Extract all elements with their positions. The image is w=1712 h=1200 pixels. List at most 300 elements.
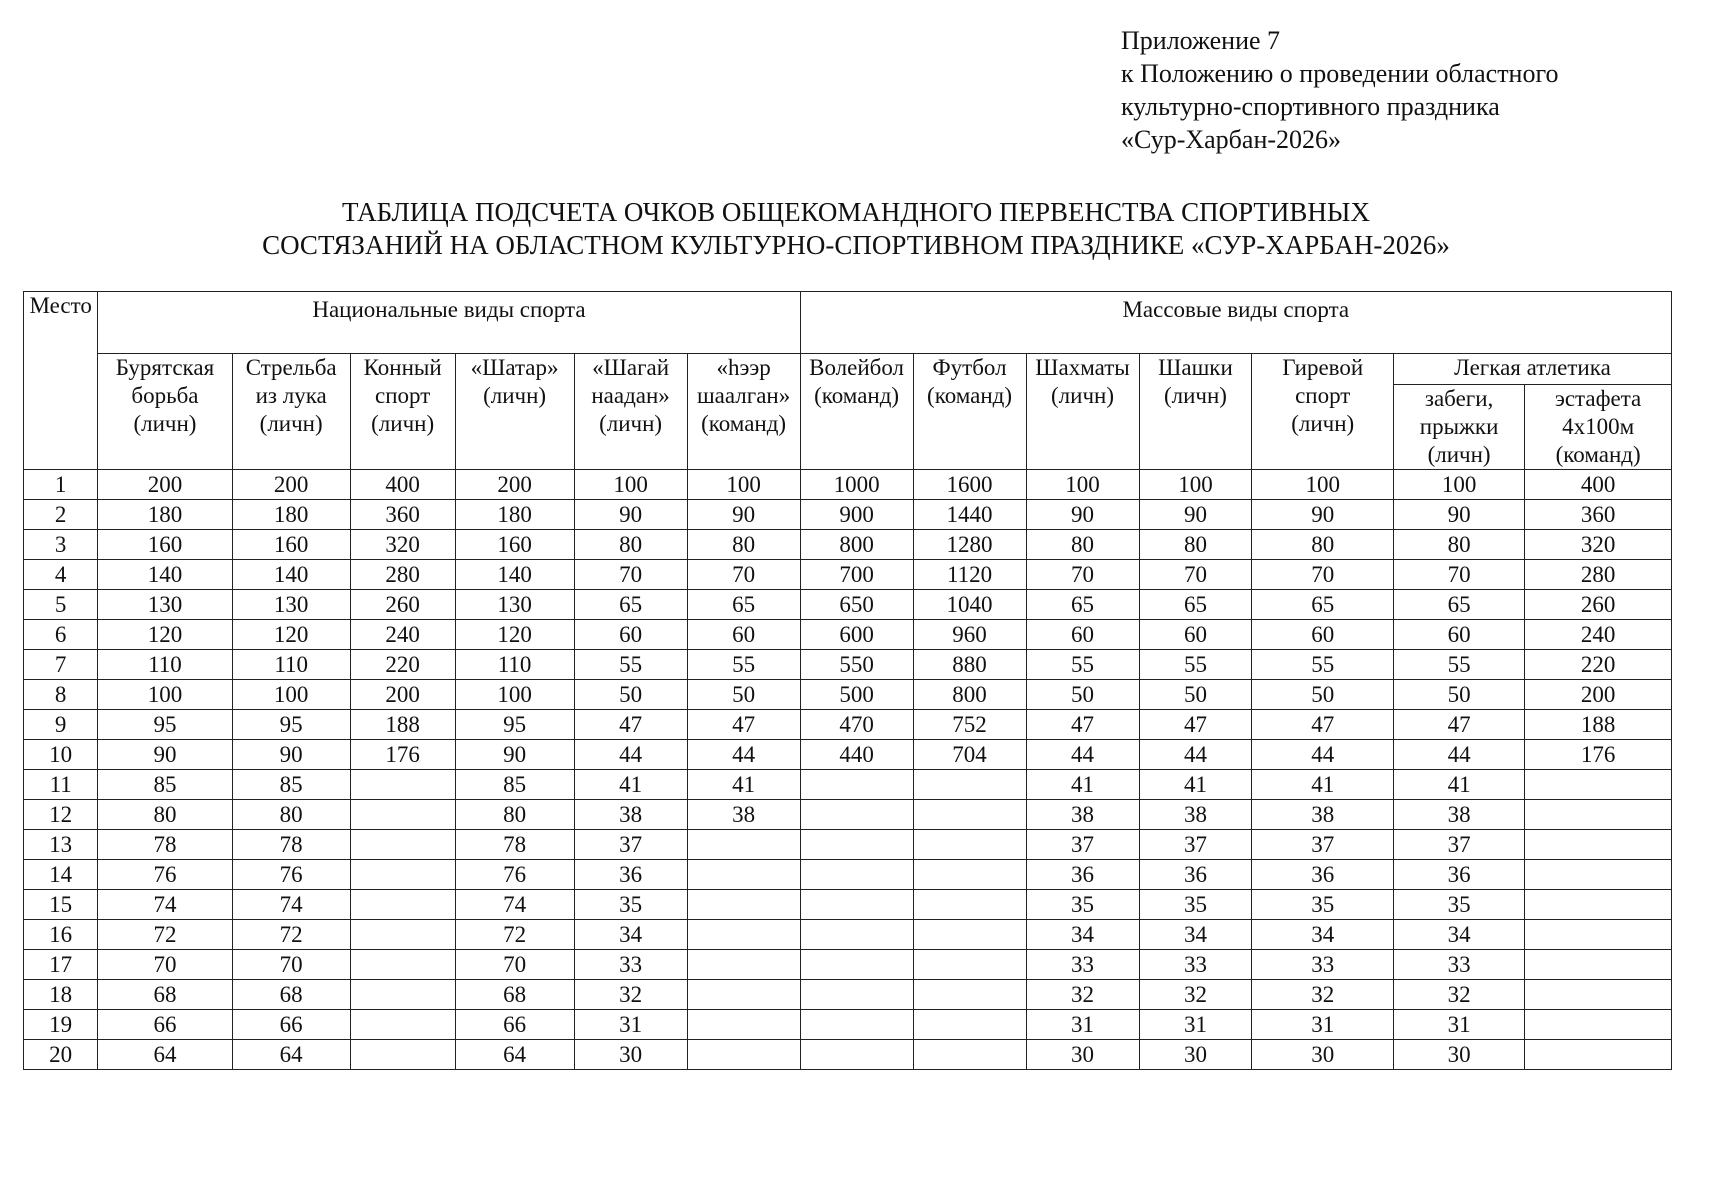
points-cell: 37: [574, 830, 687, 860]
points-cell: 140: [455, 560, 574, 590]
points-cell: 80: [1139, 530, 1252, 560]
points-cell: 100: [1139, 470, 1252, 500]
table-row: [24, 1010, 1672, 1040]
points-cell: 440: [800, 740, 913, 770]
points-cell: 55: [1252, 650, 1393, 680]
points-cell: [687, 980, 800, 1010]
points-cell: 44: [1252, 740, 1393, 770]
table-row: [24, 830, 1672, 860]
points-cell: 400: [350, 470, 455, 500]
points-cell: 1040: [913, 590, 1026, 620]
points-cell: 34: [574, 920, 687, 950]
points-cell: 41: [1393, 770, 1524, 800]
points-cell: 66: [98, 1010, 232, 1040]
place-cell: 17: [24, 950, 98, 980]
points-cell: 260: [350, 590, 455, 620]
points-cell: [687, 830, 800, 860]
points-cell: 36: [1393, 860, 1524, 890]
points-cell: 38: [1139, 800, 1252, 830]
table-row: [24, 500, 1672, 530]
points-cell: [913, 1040, 1026, 1070]
points-cell: 80: [1026, 530, 1139, 560]
points-cell: 44: [1026, 740, 1139, 770]
points-cell: 74: [232, 890, 350, 920]
column-header: «Шатар» (личн): [455, 354, 574, 470]
points-cell: 65: [1139, 590, 1252, 620]
points-cell: 130: [232, 590, 350, 620]
points-cell: 90: [98, 740, 232, 770]
points-cell: 1440: [913, 500, 1026, 530]
points-cell: [1525, 980, 1672, 1010]
points-cell: 33: [1026, 950, 1139, 980]
points-cell: 70: [574, 560, 687, 590]
points-cell: 220: [350, 650, 455, 680]
points-cell: [800, 1010, 913, 1040]
points-cell: 41: [1252, 770, 1393, 800]
points-cell: 64: [98, 1040, 232, 1070]
table-row: [24, 620, 1672, 650]
points-cell: 36: [1026, 860, 1139, 890]
place-cell: 13: [24, 830, 98, 860]
points-cell: 41: [687, 770, 800, 800]
place-cell: 12: [24, 800, 98, 830]
points-cell: [1525, 860, 1672, 890]
points-cell: [1525, 1010, 1672, 1040]
points-cell: 320: [1525, 530, 1672, 560]
table-row: [24, 920, 1672, 950]
points-cell: 65: [687, 590, 800, 620]
table-row: [24, 710, 1672, 740]
points-cell: 78: [455, 830, 574, 860]
points-cell: 95: [98, 710, 232, 740]
points-cell: [913, 800, 1026, 830]
points-cell: 1280: [913, 530, 1026, 560]
points-cell: 1600: [913, 470, 1026, 500]
points-cell: [350, 860, 455, 890]
points-cell: 120: [232, 620, 350, 650]
table-row: [24, 470, 1672, 500]
points-cell: 70: [455, 950, 574, 980]
points-cell: 188: [350, 710, 455, 740]
points-cell: 55: [1393, 650, 1524, 680]
table-row: [24, 680, 1672, 710]
points-cell: [687, 890, 800, 920]
annex-line: культурно-спортивного праздника: [1121, 92, 1500, 121]
points-cell: 55: [1139, 650, 1252, 680]
points-cell: 240: [1525, 620, 1672, 650]
points-cell: 140: [232, 560, 350, 590]
table-row: [24, 890, 1672, 920]
points-cell: 38: [1252, 800, 1393, 830]
points-cell: 66: [232, 1010, 350, 1040]
points-cell: 200: [1525, 680, 1672, 710]
points-cell: 110: [455, 650, 574, 680]
points-cell: [913, 770, 1026, 800]
points-cell: [1525, 950, 1672, 980]
points-cell: [350, 980, 455, 1010]
column-header: Шашки (личн): [1139, 354, 1252, 470]
points-cell: 33: [574, 950, 687, 980]
points-cell: 600: [800, 620, 913, 650]
points-cell: 41: [574, 770, 687, 800]
points-cell: 78: [98, 830, 232, 860]
points-cell: 37: [1252, 830, 1393, 860]
annex-line: Приложение 7: [1121, 26, 1281, 55]
points-cell: 50: [687, 680, 800, 710]
place-cell: 5: [24, 590, 98, 620]
title-line: СОСТЯЗАНИЙ НА ОБЛАСТНОМ КУЛЬТУРНО-СПОРТИВНОМ ПРАЗДНИКЕ «СУР-ХАРБАН-2026»: [262, 230, 1450, 260]
points-cell: [913, 920, 1026, 950]
table-row: [24, 560, 1672, 590]
points-cell: 37: [1026, 830, 1139, 860]
points-cell: 30: [1026, 1040, 1139, 1070]
points-cell: 72: [98, 920, 232, 950]
points-cell: [1525, 770, 1672, 800]
points-cell: [687, 860, 800, 890]
points-cell: 38: [1026, 800, 1139, 830]
place-cell: 1: [24, 470, 98, 500]
column-header: эстафета 4x100м (команд): [1525, 385, 1672, 470]
annex-line: к Положению о проведении областного: [1121, 59, 1559, 88]
points-cell: 32: [1026, 980, 1139, 1010]
points-cell: 31: [1252, 1010, 1393, 1040]
points-cell: 500: [800, 680, 913, 710]
points-cell: 33: [1393, 950, 1524, 980]
points-cell: 960: [913, 620, 1026, 650]
points-cell: [687, 950, 800, 980]
points-cell: 30: [1252, 1040, 1393, 1070]
points-cell: 80: [98, 800, 232, 830]
points-cell: 64: [232, 1040, 350, 1070]
table-row: [24, 800, 1672, 830]
points-cell: 100: [1393, 470, 1524, 500]
points-cell: [1525, 800, 1672, 830]
points-cell: 68: [232, 980, 350, 1010]
points-cell: 90: [687, 500, 800, 530]
points-cell: 35: [1252, 890, 1393, 920]
column-header: Футбол (команд): [913, 354, 1026, 470]
mass-sports-header: Массовые виды спорта: [800, 292, 1671, 354]
table-row: [24, 530, 1672, 560]
points-cell: 176: [350, 740, 455, 770]
points-cell: 30: [1393, 1040, 1524, 1070]
points-cell: 120: [98, 620, 232, 650]
points-cell: 95: [455, 710, 574, 740]
column-header: забеги, прыжки (личн): [1393, 385, 1524, 470]
points-cell: 800: [913, 680, 1026, 710]
points-cell: 900: [800, 500, 913, 530]
place-cell: 19: [24, 1010, 98, 1040]
points-cell: [800, 1040, 913, 1070]
points-cell: 1120: [913, 560, 1026, 590]
score-table-body: [24, 470, 1672, 1070]
table-row: [24, 950, 1672, 980]
points-cell: 240: [350, 620, 455, 650]
place-cell: 8: [24, 680, 98, 710]
points-cell: [687, 920, 800, 950]
points-cell: 320: [350, 530, 455, 560]
points-cell: 80: [232, 800, 350, 830]
points-cell: 32: [1393, 980, 1524, 1010]
points-cell: 34: [1393, 920, 1524, 950]
points-cell: 176: [1525, 740, 1672, 770]
table-row: [24, 590, 1672, 620]
points-cell: 60: [1393, 620, 1524, 650]
title-line: ТАБЛИЦА ПОДСЧЕТА ОЧКОВ ОБЩЕКОМАНДНОГО ПЕРВЕНСТВА СПОРТИВНЫХ: [342, 197, 1370, 227]
points-cell: 66: [455, 1010, 574, 1040]
score-table: [23, 291, 1672, 1070]
points-cell: 31: [1026, 1010, 1139, 1040]
points-cell: 110: [98, 650, 232, 680]
column-header: «Шагай наадан» (личн): [574, 354, 687, 470]
points-cell: 650: [800, 590, 913, 620]
points-cell: 85: [232, 770, 350, 800]
points-cell: 188: [1525, 710, 1672, 740]
points-cell: 31: [1393, 1010, 1524, 1040]
points-cell: [687, 1040, 800, 1070]
points-cell: 50: [1252, 680, 1393, 710]
points-cell: 200: [455, 470, 574, 500]
points-cell: 90: [1026, 500, 1139, 530]
points-cell: 38: [1393, 800, 1524, 830]
points-cell: 47: [687, 710, 800, 740]
column-header: Волейбол (команд): [800, 354, 913, 470]
points-cell: 55: [574, 650, 687, 680]
points-cell: [913, 830, 1026, 860]
points-cell: 60: [687, 620, 800, 650]
column-header: «hээр шаалган» (команд): [687, 354, 800, 470]
points-cell: 80: [455, 800, 574, 830]
points-cell: 34: [1026, 920, 1139, 950]
points-cell: 32: [574, 980, 687, 1010]
points-cell: [800, 890, 913, 920]
points-cell: 400: [1525, 470, 1672, 500]
points-cell: [800, 770, 913, 800]
points-cell: 360: [1525, 500, 1672, 530]
points-cell: 68: [455, 980, 574, 1010]
points-cell: 110: [232, 650, 350, 680]
table-row: [24, 980, 1672, 1010]
points-cell: 800: [800, 530, 913, 560]
points-cell: 74: [98, 890, 232, 920]
points-cell: 100: [574, 470, 687, 500]
points-cell: [1525, 890, 1672, 920]
place-cell: 3: [24, 530, 98, 560]
place-cell: 7: [24, 650, 98, 680]
points-cell: 50: [1393, 680, 1524, 710]
points-cell: 36: [1252, 860, 1393, 890]
points-cell: 65: [1026, 590, 1139, 620]
points-cell: [1525, 1040, 1672, 1070]
points-cell: 47: [1139, 710, 1252, 740]
points-cell: [350, 770, 455, 800]
points-cell: 50: [574, 680, 687, 710]
points-cell: 100: [232, 680, 350, 710]
points-cell: 44: [687, 740, 800, 770]
table-row: [24, 860, 1672, 890]
points-cell: 36: [1139, 860, 1252, 890]
points-cell: 36: [574, 860, 687, 890]
points-cell: 160: [232, 530, 350, 560]
points-cell: [913, 890, 1026, 920]
points-cell: 70: [1252, 560, 1393, 590]
points-cell: 90: [232, 740, 350, 770]
points-cell: 60: [1252, 620, 1393, 650]
points-cell: [350, 920, 455, 950]
points-cell: 100: [1026, 470, 1139, 500]
points-cell: 180: [455, 500, 574, 530]
column-header: Шахматы (личн): [1026, 354, 1139, 470]
points-cell: 470: [800, 710, 913, 740]
points-cell: [913, 1010, 1026, 1040]
points-cell: 80: [574, 530, 687, 560]
points-cell: 70: [687, 560, 800, 590]
points-cell: 47: [574, 710, 687, 740]
points-cell: 44: [1393, 740, 1524, 770]
points-cell: 160: [455, 530, 574, 560]
points-cell: [913, 860, 1026, 890]
points-cell: 47: [1393, 710, 1524, 740]
points-cell: [350, 1010, 455, 1040]
points-cell: 200: [98, 470, 232, 500]
table-row: [24, 770, 1672, 800]
points-cell: 280: [350, 560, 455, 590]
table-row: [24, 650, 1672, 680]
points-cell: 72: [232, 920, 350, 950]
points-cell: 1000: [800, 470, 913, 500]
points-cell: 34: [1252, 920, 1393, 950]
points-cell: 130: [455, 590, 574, 620]
place-cell: 16: [24, 920, 98, 950]
points-cell: [350, 950, 455, 980]
points-cell: 260: [1525, 590, 1672, 620]
points-cell: 65: [574, 590, 687, 620]
points-cell: 76: [98, 860, 232, 890]
points-cell: 44: [574, 740, 687, 770]
points-cell: 30: [574, 1040, 687, 1070]
points-cell: 704: [913, 740, 1026, 770]
points-cell: 41: [1026, 770, 1139, 800]
points-cell: 37: [1139, 830, 1252, 860]
points-cell: 33: [1252, 950, 1393, 980]
place-cell: 20: [24, 1040, 98, 1070]
points-cell: 200: [350, 680, 455, 710]
points-cell: [800, 950, 913, 980]
points-cell: 33: [1139, 950, 1252, 980]
points-cell: [350, 830, 455, 860]
points-cell: 37: [1393, 830, 1524, 860]
column-header: Стрельба из лука (личн): [232, 354, 350, 470]
points-cell: 80: [1252, 530, 1393, 560]
points-cell: 90: [1139, 500, 1252, 530]
points-cell: [350, 1040, 455, 1070]
points-cell: 60: [574, 620, 687, 650]
points-cell: 60: [1139, 620, 1252, 650]
points-cell: 120: [455, 620, 574, 650]
points-cell: 41: [1139, 770, 1252, 800]
points-cell: 35: [574, 890, 687, 920]
points-cell: 85: [98, 770, 232, 800]
points-cell: 85: [455, 770, 574, 800]
points-cell: 360: [350, 500, 455, 530]
points-cell: 752: [913, 710, 1026, 740]
points-cell: 44: [1139, 740, 1252, 770]
points-cell: [687, 1010, 800, 1040]
column-header: Бурятская борьба (личн): [98, 354, 232, 470]
athletics-header: Легкая атлетика: [1393, 354, 1671, 385]
points-cell: 160: [98, 530, 232, 560]
annex-note: [1121, 24, 1558, 156]
points-cell: 80: [1393, 530, 1524, 560]
points-cell: [800, 860, 913, 890]
points-cell: 180: [98, 500, 232, 530]
points-cell: 50: [1026, 680, 1139, 710]
points-cell: 76: [232, 860, 350, 890]
points-cell: [913, 980, 1026, 1010]
points-cell: 280: [1525, 560, 1672, 590]
points-cell: 78: [232, 830, 350, 860]
points-cell: 55: [1026, 650, 1139, 680]
points-cell: 80: [687, 530, 800, 560]
place-cell: 10: [24, 740, 98, 770]
points-cell: 140: [98, 560, 232, 590]
table-row: [24, 740, 1672, 770]
points-cell: 60: [1026, 620, 1139, 650]
points-cell: 34: [1139, 920, 1252, 950]
points-cell: 64: [455, 1040, 574, 1070]
points-cell: 31: [574, 1010, 687, 1040]
points-cell: 70: [1139, 560, 1252, 590]
place-header: Место: [24, 292, 98, 470]
points-cell: 32: [1252, 980, 1393, 1010]
points-cell: [800, 980, 913, 1010]
table-row: [24, 1040, 1672, 1070]
points-cell: 100: [687, 470, 800, 500]
points-cell: 100: [1252, 470, 1393, 500]
points-cell: 550: [800, 650, 913, 680]
points-cell: 35: [1026, 890, 1139, 920]
place-cell: 4: [24, 560, 98, 590]
place-cell: 2: [24, 500, 98, 530]
document-title: [0, 196, 1712, 262]
points-cell: 90: [1393, 500, 1524, 530]
points-cell: 31: [1139, 1010, 1252, 1040]
points-cell: 200: [232, 470, 350, 500]
points-cell: 90: [574, 500, 687, 530]
points-cell: 35: [1393, 890, 1524, 920]
points-cell: 50: [1139, 680, 1252, 710]
points-cell: 47: [1026, 710, 1139, 740]
column-header: Гиревой спорт (личн): [1252, 354, 1393, 470]
place-cell: 9: [24, 710, 98, 740]
national-sports-header: Национальные виды спорта: [98, 292, 800, 354]
points-cell: 65: [1393, 590, 1524, 620]
place-cell: 15: [24, 890, 98, 920]
points-cell: 76: [455, 860, 574, 890]
annex-line: «Сур-Харбан-2026»: [1121, 125, 1342, 154]
column-header: Конный спорт (личн): [350, 354, 455, 470]
points-cell: 880: [913, 650, 1026, 680]
points-cell: [1525, 830, 1672, 860]
points-cell: 130: [98, 590, 232, 620]
points-cell: 100: [455, 680, 574, 710]
points-cell: 95: [232, 710, 350, 740]
points-cell: 70: [98, 950, 232, 980]
points-cell: 35: [1139, 890, 1252, 920]
points-cell: 32: [1139, 980, 1252, 1010]
points-cell: 90: [455, 740, 574, 770]
points-cell: 70: [1393, 560, 1524, 590]
